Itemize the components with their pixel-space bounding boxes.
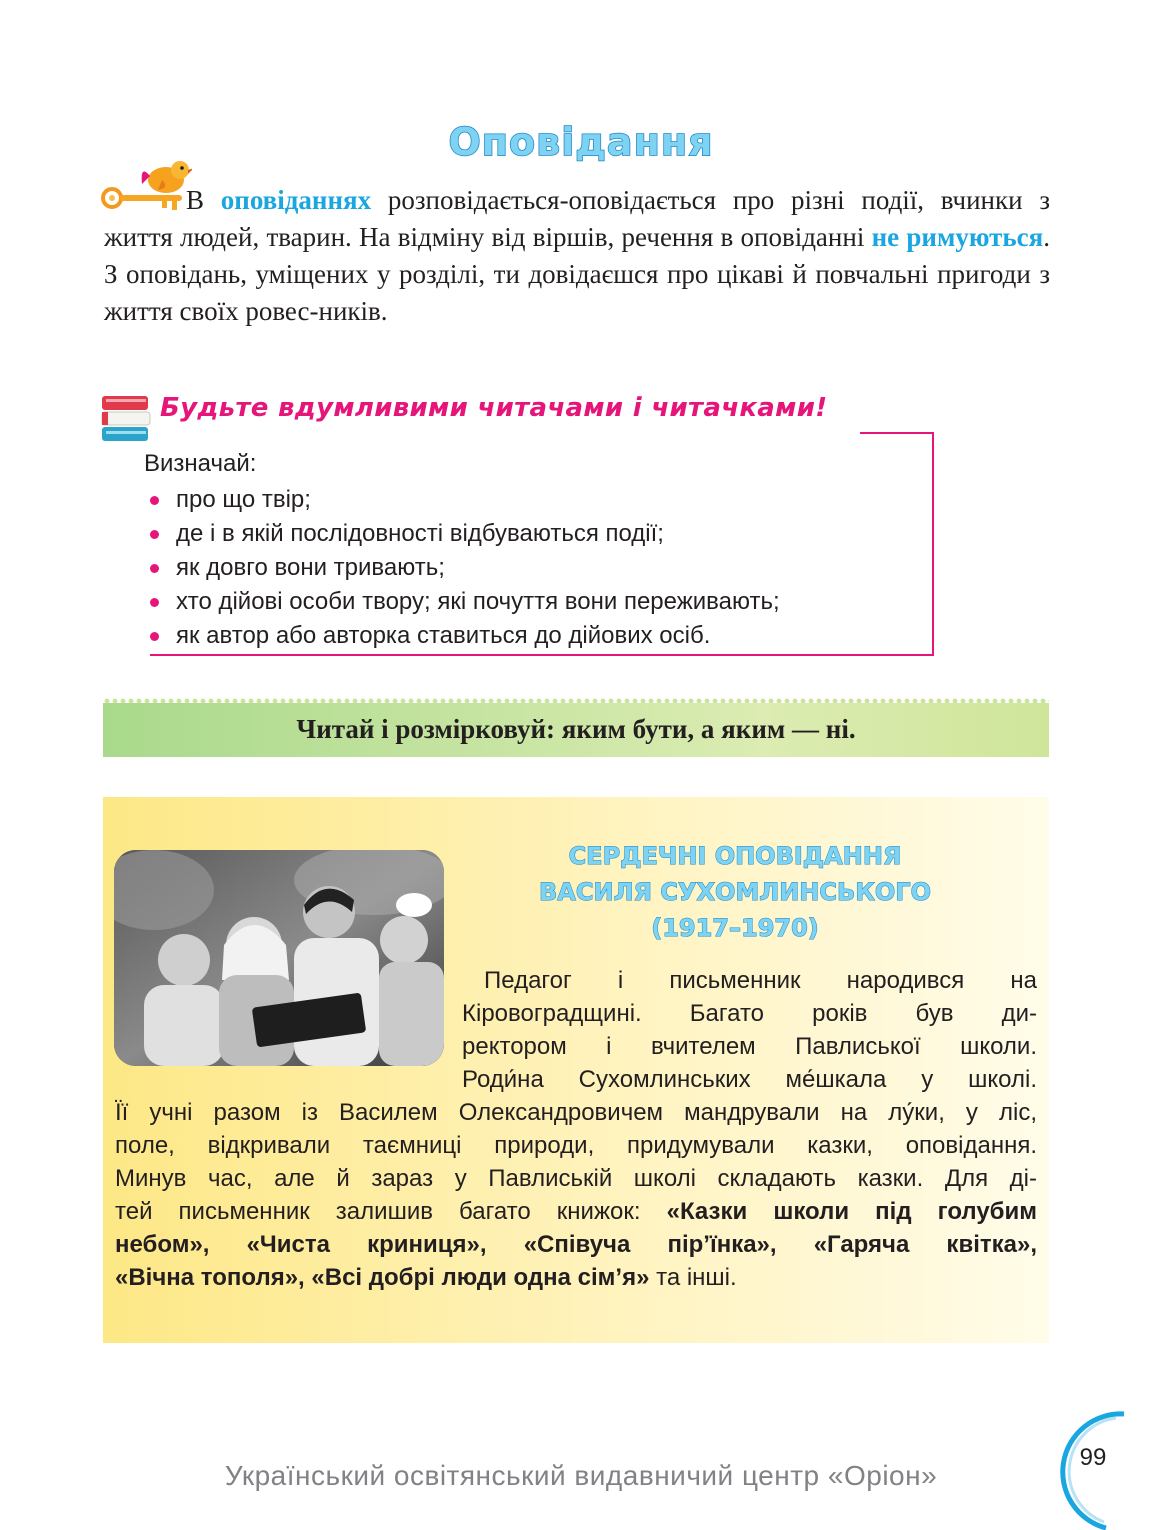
banner-text: Читай і розмірковуй: яким бути, а яким — ні. [296, 714, 856, 744]
highlight-opovidannya: оповіданнях [220, 185, 372, 215]
list-item: як автор або авторка ставиться до дійових осіб. [146, 619, 780, 653]
book-titles: «Вічна тополя», «Всі добрі люди одна сім’я» [115, 1264, 650, 1291]
tips-title: Будьте вдумливими читачами і читачками! [160, 393, 828, 423]
book-titles: небом», «Чиста криниця», «Співуча пір’їнка», «Гаряча квітка», [115, 1231, 1037, 1258]
tips-list [146, 483, 780, 653]
list-item: де і в якій послідовності відбуваються події; [146, 517, 780, 551]
bullet-icon [150, 530, 159, 539]
list-item: про що твір; [146, 483, 780, 517]
highlight-ne-rymuyutsya: не римуються [871, 222, 1044, 252]
bullet-icon [150, 496, 159, 505]
publisher-footer: Український освітянський видавничий центр «Оріон» [224, 1460, 938, 1491]
tips-intro: Визначай: [144, 450, 257, 477]
bullet-icon [150, 598, 159, 607]
list-item: як довго вони тривають; [146, 551, 780, 585]
book-titles: «Казки школи під голубим [666, 1198, 1038, 1225]
intro-paragraph: В оповіданнях розповідається-оповідається про різні події, вчинки з життя людей, тварин. На відміну від віршів, речення в оповіданні не римуються. З оповідань, уміщених у розділі, ти довідаєшся про цікаві й повчальні пригоди з життя своїх ровес-ників. [104, 185, 1050, 326]
books-icon [100, 394, 152, 444]
bio-heading: СЕРДЕЧНІ ОПОВІДАННЯ ВАСИЛЯ СУХОМЛИНСЬКОГО (1917–1970) [539, 842, 931, 942]
bio-paragraph: Педагог і письменник народився на Кіровоградщині. Багато років був ди- ректором і вчителем Павлиської школи. Роди́на Сухомлинських ме́шкала у школі. Її учні разом із Василем Олександровичем мандрували на лу́ки, у ліс, поле, відкривали таємниці природи, придумували казки, оповідання. Минув час, але й зараз у Павлиській школі складають казки. Для ді- тей письменник залишив багато книжок: «Казки школи під голубим небом», «Чиста криниця», «Співуча пір’їнка», «Гаряча квітка», «Вічна тополя», «Всі добрі люди одна сім’я» та інші. [115, 967, 1038, 1291]
bullet-icon [150, 632, 159, 641]
bullet-icon [150, 564, 159, 573]
page-title: Оповідання [448, 120, 714, 164]
page-number: 99 [1079, 1444, 1107, 1471]
list-item: хто дійові особи твору; які почуття вони переживають; [146, 585, 780, 619]
